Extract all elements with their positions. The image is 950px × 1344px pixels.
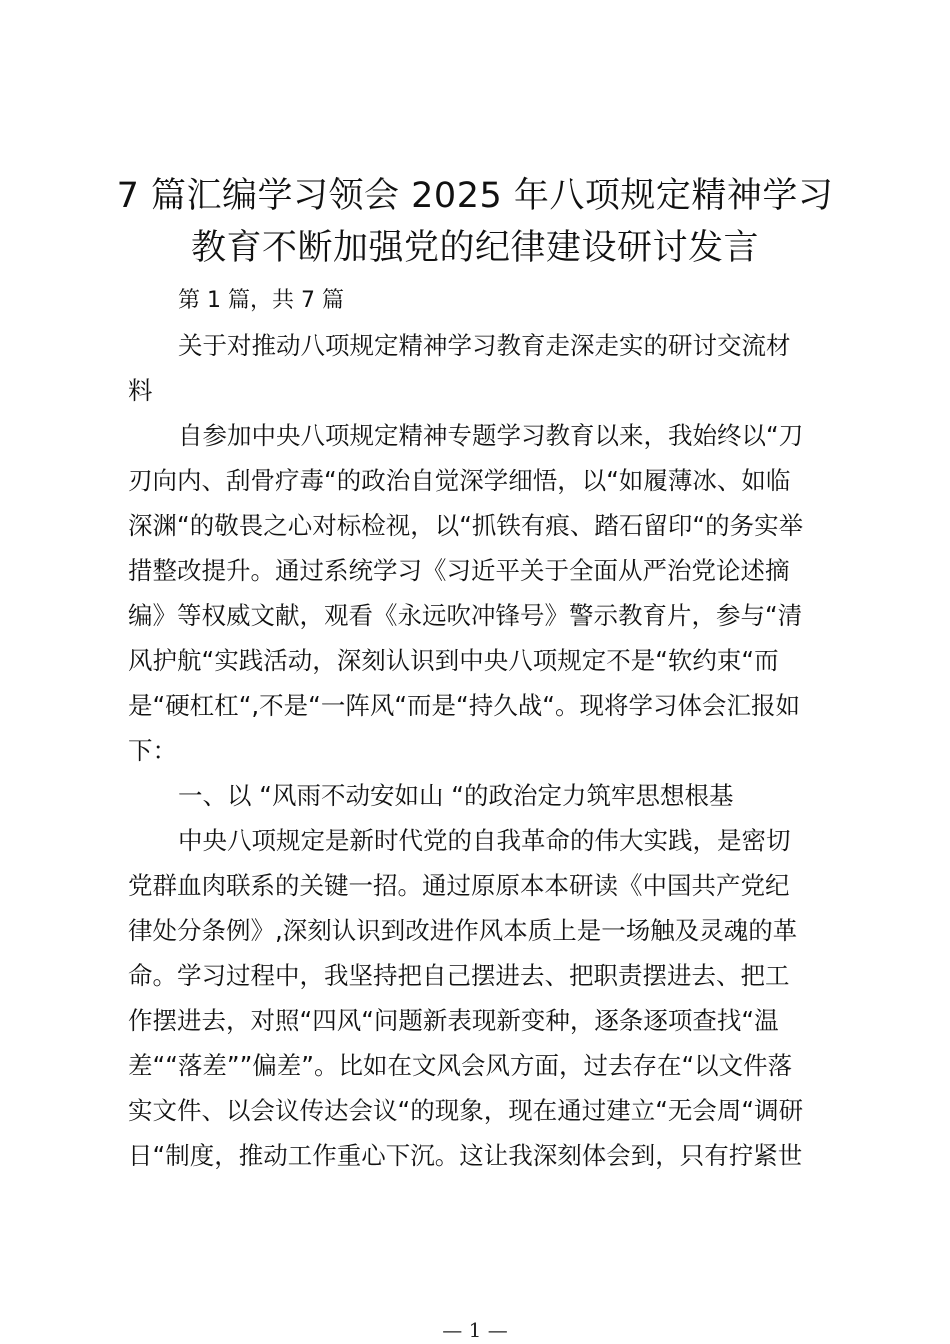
paragraph-line: 是“硬杠杠“,不是“一阵风“而是“持久战“。现将学习体会汇报如 [128,691,800,720]
paragraph-line: 中央八项规定是新时代党的自我革命的伟大实践，是密切 [178,826,791,855]
paragraph-line: 编》等权威文献，观看《永远吹冲锋号》警示教育片，参与“清 [128,601,803,630]
title-line-1: 7 篇汇编学习领会 2025 年八项规定精神学习 [116,176,834,216]
subtitle-line: 关于对推动八项规定精神学习教育走深走实的研讨交流材 [178,331,791,360]
page-number: — 1 — [442,1318,508,1342]
paragraph-line: 命。学习过程中，我坚持把自己摆进去、把职责摆进去、把工 [128,961,790,990]
paragraph-line: 律处分条例》,深刻认识到改进作风本质上是一场触及灵魂的革 [128,916,798,945]
document-title [100,170,850,274]
paragraph-line: 日“制度，推动工作重心下沉。这让我深刻体会到，只有拧紧世 [128,1141,803,1170]
paragraph-line: 措整改提升。通过系统学习《习近平关于全面从严治党论述摘 [128,556,790,585]
paragraph-line: 实文件、以会议传达会议“的现象，现在通过建立“无会周“调研 [128,1096,804,1125]
paragraph-line: 深渊“的敬畏之心对标检视，以“抓铁有痕、踏石留印“的务实举 [128,511,804,540]
paragraph-line: 自参加中央八项规定精神专题学习教育以来，我始终以“刀 [178,421,804,450]
title-line-2: 教育不断加强党的纪律建设研讨发言 [190,228,759,268]
paragraph-line: 风护航“实践活动，深刻认识到中央八项规定不是“软约束“而 [128,646,779,675]
paragraph-line: 党群血肉联系的关键一招。通过原原本本研读《中国共产党纪 [128,871,790,900]
article-index: 第 1 篇，共 7 篇 [178,288,344,313]
paragraph-line: 作摆进去，对照“四风“问题新表现新变种，逐条逐项查找“温 [128,1006,779,1035]
paragraph-line: 差““落差””偏差”。比如在文风会风方面，过去存在“以文件落 [128,1051,793,1080]
paragraph-line: 下： [128,736,177,765]
section-heading: 一、以 “风雨不动安如山 “的政治定力筑牢思想根基 [178,781,734,810]
subtitle-line: 料 [128,376,153,405]
document-body [128,278,832,1178]
paragraph-line: 刃向内、刮骨疗毒“的政治自觉深学细悟，以“如履薄冰、如临 [128,466,791,495]
